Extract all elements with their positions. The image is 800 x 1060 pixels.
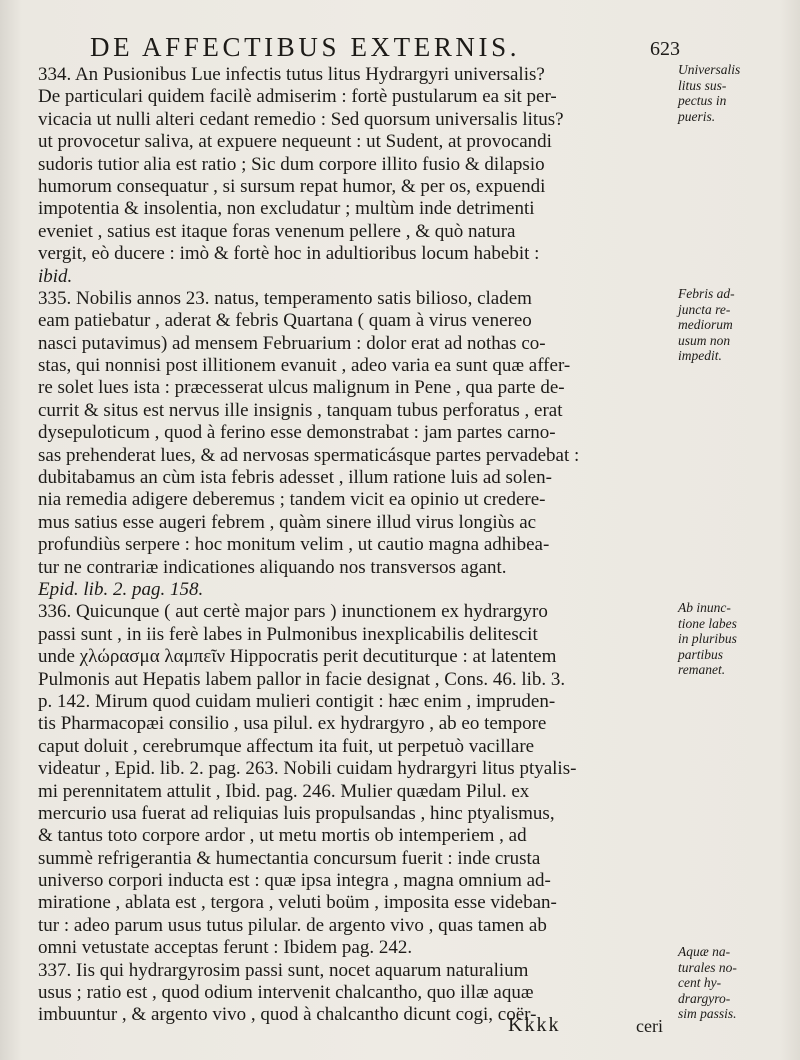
text-line: De particulari quidem facilè admiserim : fortè pustularum ea sit per- <box>38 86 557 108</box>
text-line: dysepuloticum , quod à ferino esse demonstrabat : jam partes carno- <box>38 422 556 444</box>
text-line: sudoris tutior alia est ratio ; Sic dum corpore illito fusio & dilapsio <box>38 153 545 175</box>
text-line: currit & situs est nervus ille insignis , tanquam tubus perforatus , erat <box>38 399 563 421</box>
margin-note-line: pueris. <box>678 108 716 124</box>
text-line: nasci putavimus) ad mensem Februarium : dolor erat ad nothas co- <box>38 332 546 354</box>
margin-note-line: tione labes <box>678 615 737 631</box>
margin-note-line: remanet. <box>678 662 726 678</box>
text-line: tis Pharmacopæi consilio , usa pilul. ex hydrargyro , ab eo tempore <box>38 713 547 735</box>
text-line: 337. Iis qui hydrargyrosim passi sunt, nocet aquarum naturalium <box>38 959 529 981</box>
text-line: dubitabamus an cùm ista febris adesset , illum ratione luis ad solen- <box>38 467 552 489</box>
catchword: ceri <box>636 1016 663 1036</box>
margin-note-line: turales no- <box>678 959 737 975</box>
text-line: vicacia ut nulli alteri cedant remedio : Sed quorsum universalis litus? <box>38 108 564 130</box>
margin-note-line: Universalis <box>678 62 741 77</box>
text-line: eam patiebatur , aderat & febris Quartana ( quam à virus venereo <box>38 310 532 332</box>
citation-line: Epid. lib. 2. pag. 158. <box>38 578 204 600</box>
text-line: eveniet , satius est itaque foras venenum pellere , & quò natura <box>38 220 516 242</box>
text-line: re solet lues ista : præcesserat ulcus malignum in Pene , qua parte de- <box>38 377 565 399</box>
margin-note-line: in pluribus <box>678 631 737 647</box>
margin-note <box>678 286 735 364</box>
margin-note-line: mediorum <box>678 317 733 333</box>
margin-note <box>678 944 737 1022</box>
page-footer <box>0 1014 800 1044</box>
margin-note-line: pectus in <box>678 93 727 109</box>
text-line: stas, qui nonnisi post illitionem evanuit , adeo varia ea sunt quæ affer- <box>38 355 571 377</box>
text-line: usus ; ratio est , quod odium intervenit chalcantho, quo illæ aquæ <box>38 982 534 1004</box>
margin-note-line: juncta re- <box>678 301 731 317</box>
text-line: summè refrigerantia & humectantia concursum fuerit : inde crusta <box>38 847 541 869</box>
text-line: profundiùs serpere : hoc monitum velim , ut cautio magna adhibea- <box>38 534 550 556</box>
margin-note-line: partibus <box>678 646 724 662</box>
text-line: passi sunt , in iis ferè labes in Pulmonibus inexplicabilis delitescit <box>38 623 538 645</box>
margin-note-line: cent hy- <box>678 975 722 991</box>
margin-note <box>678 600 737 678</box>
text-line: nia remedia adigere deberemus ; tandem vicit ea opinio ut credere- <box>38 489 546 511</box>
signature-mark: Kkkk <box>508 1014 561 1036</box>
text-line: miratione , ablata est , tergora , veluti boüm , imposita esse videban- <box>38 892 557 914</box>
running-head: DE AFFECTIBUS EXTERNIS. <box>90 32 521 62</box>
text-line: videatur , Epid. lib. 2. pag. 263. Nobili cuidam hydrargyri litus ptyalis- <box>38 758 577 780</box>
text-line: mus satius esse augeri febrem , quàm sinere illud virus longiùs ac <box>38 511 537 533</box>
page-number: 623 <box>650 38 680 60</box>
text-line: unde χλώρασμα λαμπεῖν Hippocratis perit decutiturque : at latentem <box>38 646 557 668</box>
margin-note-line: usum non <box>678 332 731 348</box>
text-line: ut provocetur saliva, at expuere nequeunt : ut Sudent, at provocandi <box>38 131 552 153</box>
text-line: sas prehenderat lues, & ad nervosas spermaticásque partes pervadebat : <box>38 444 580 466</box>
text-line: mi perennitatem attulit , Ibid. pag. 246. Mulier quædam Pilul. ex <box>38 780 530 802</box>
margin-note <box>678 62 740 124</box>
text-line: impotentia & insolentia, non excludatur ; multùm inde detrimenti <box>38 198 535 220</box>
margin-note-line: Febris ad- <box>678 286 735 301</box>
text-line: tur ne contrariæ indicationes aliquando nos transversos agant. <box>38 556 507 578</box>
text-line: p. 142. Mirum quod cuidam mulieri contigit : hæc enim , impruden- <box>38 690 556 712</box>
text-line: & tantus toto corpore ardor , ut metu mortis ob intemperiem , ad <box>38 825 527 847</box>
text-line: vergit, eò ducere : imò & fortè hoc in adultioribus locum habebit : <box>38 243 540 265</box>
margin-note-line: Aquæ na- <box>678 944 731 959</box>
text-line: 334. An Pusionibus Lue infectis tutus litus Hydrargyri universalis? <box>38 64 545 85</box>
text-line: Pulmonis aut Hepatis labem pallor in facie designat , Cons. 46. lib. 3. <box>38 668 566 690</box>
text-line: omni vetustate acceptas ferunt : Ibidem pag. 242. <box>38 937 413 959</box>
margin-note-line: Ab inunc- <box>678 600 731 615</box>
body-text <box>38 64 666 1027</box>
margin-note-line: impedit. <box>678 348 722 364</box>
text-line: humorum consequatur , si sursum repat humor, & per os, expuendi <box>38 175 546 197</box>
text-line: 335. Nobilis annos 23. natus, temperamento satis bilioso, cladem <box>38 287 532 309</box>
text-line: tur : adeo parum usus tutus pilular. de argento vivo , quas tamen ab <box>38 914 547 936</box>
text-line: imbuuntur , & argento vivo , quod à chalcantho dicunt cogi, coër- <box>38 1004 537 1026</box>
text-line: mercurio usa fuerat ad reliquias luis propulsandas , hinc ptyalismus, <box>38 802 555 824</box>
text-line: universo corpori inducta est : quæ ipsa integra , magna omnium ad- <box>38 870 551 892</box>
citation-line: ibid. <box>38 265 73 287</box>
margin-note-line: drargyro- <box>678 990 731 1006</box>
margin-note-line: litus sus- <box>678 77 727 93</box>
text-line: caput doluit , cerebrumque affectum ita fuit, ut perpetuò vacillare <box>38 735 535 757</box>
margin-note-line: sim passis. <box>678 1006 737 1022</box>
text-line: 336. Quicunque ( aut certè major pars ) inunctionem ex hydrargyro <box>38 601 548 623</box>
